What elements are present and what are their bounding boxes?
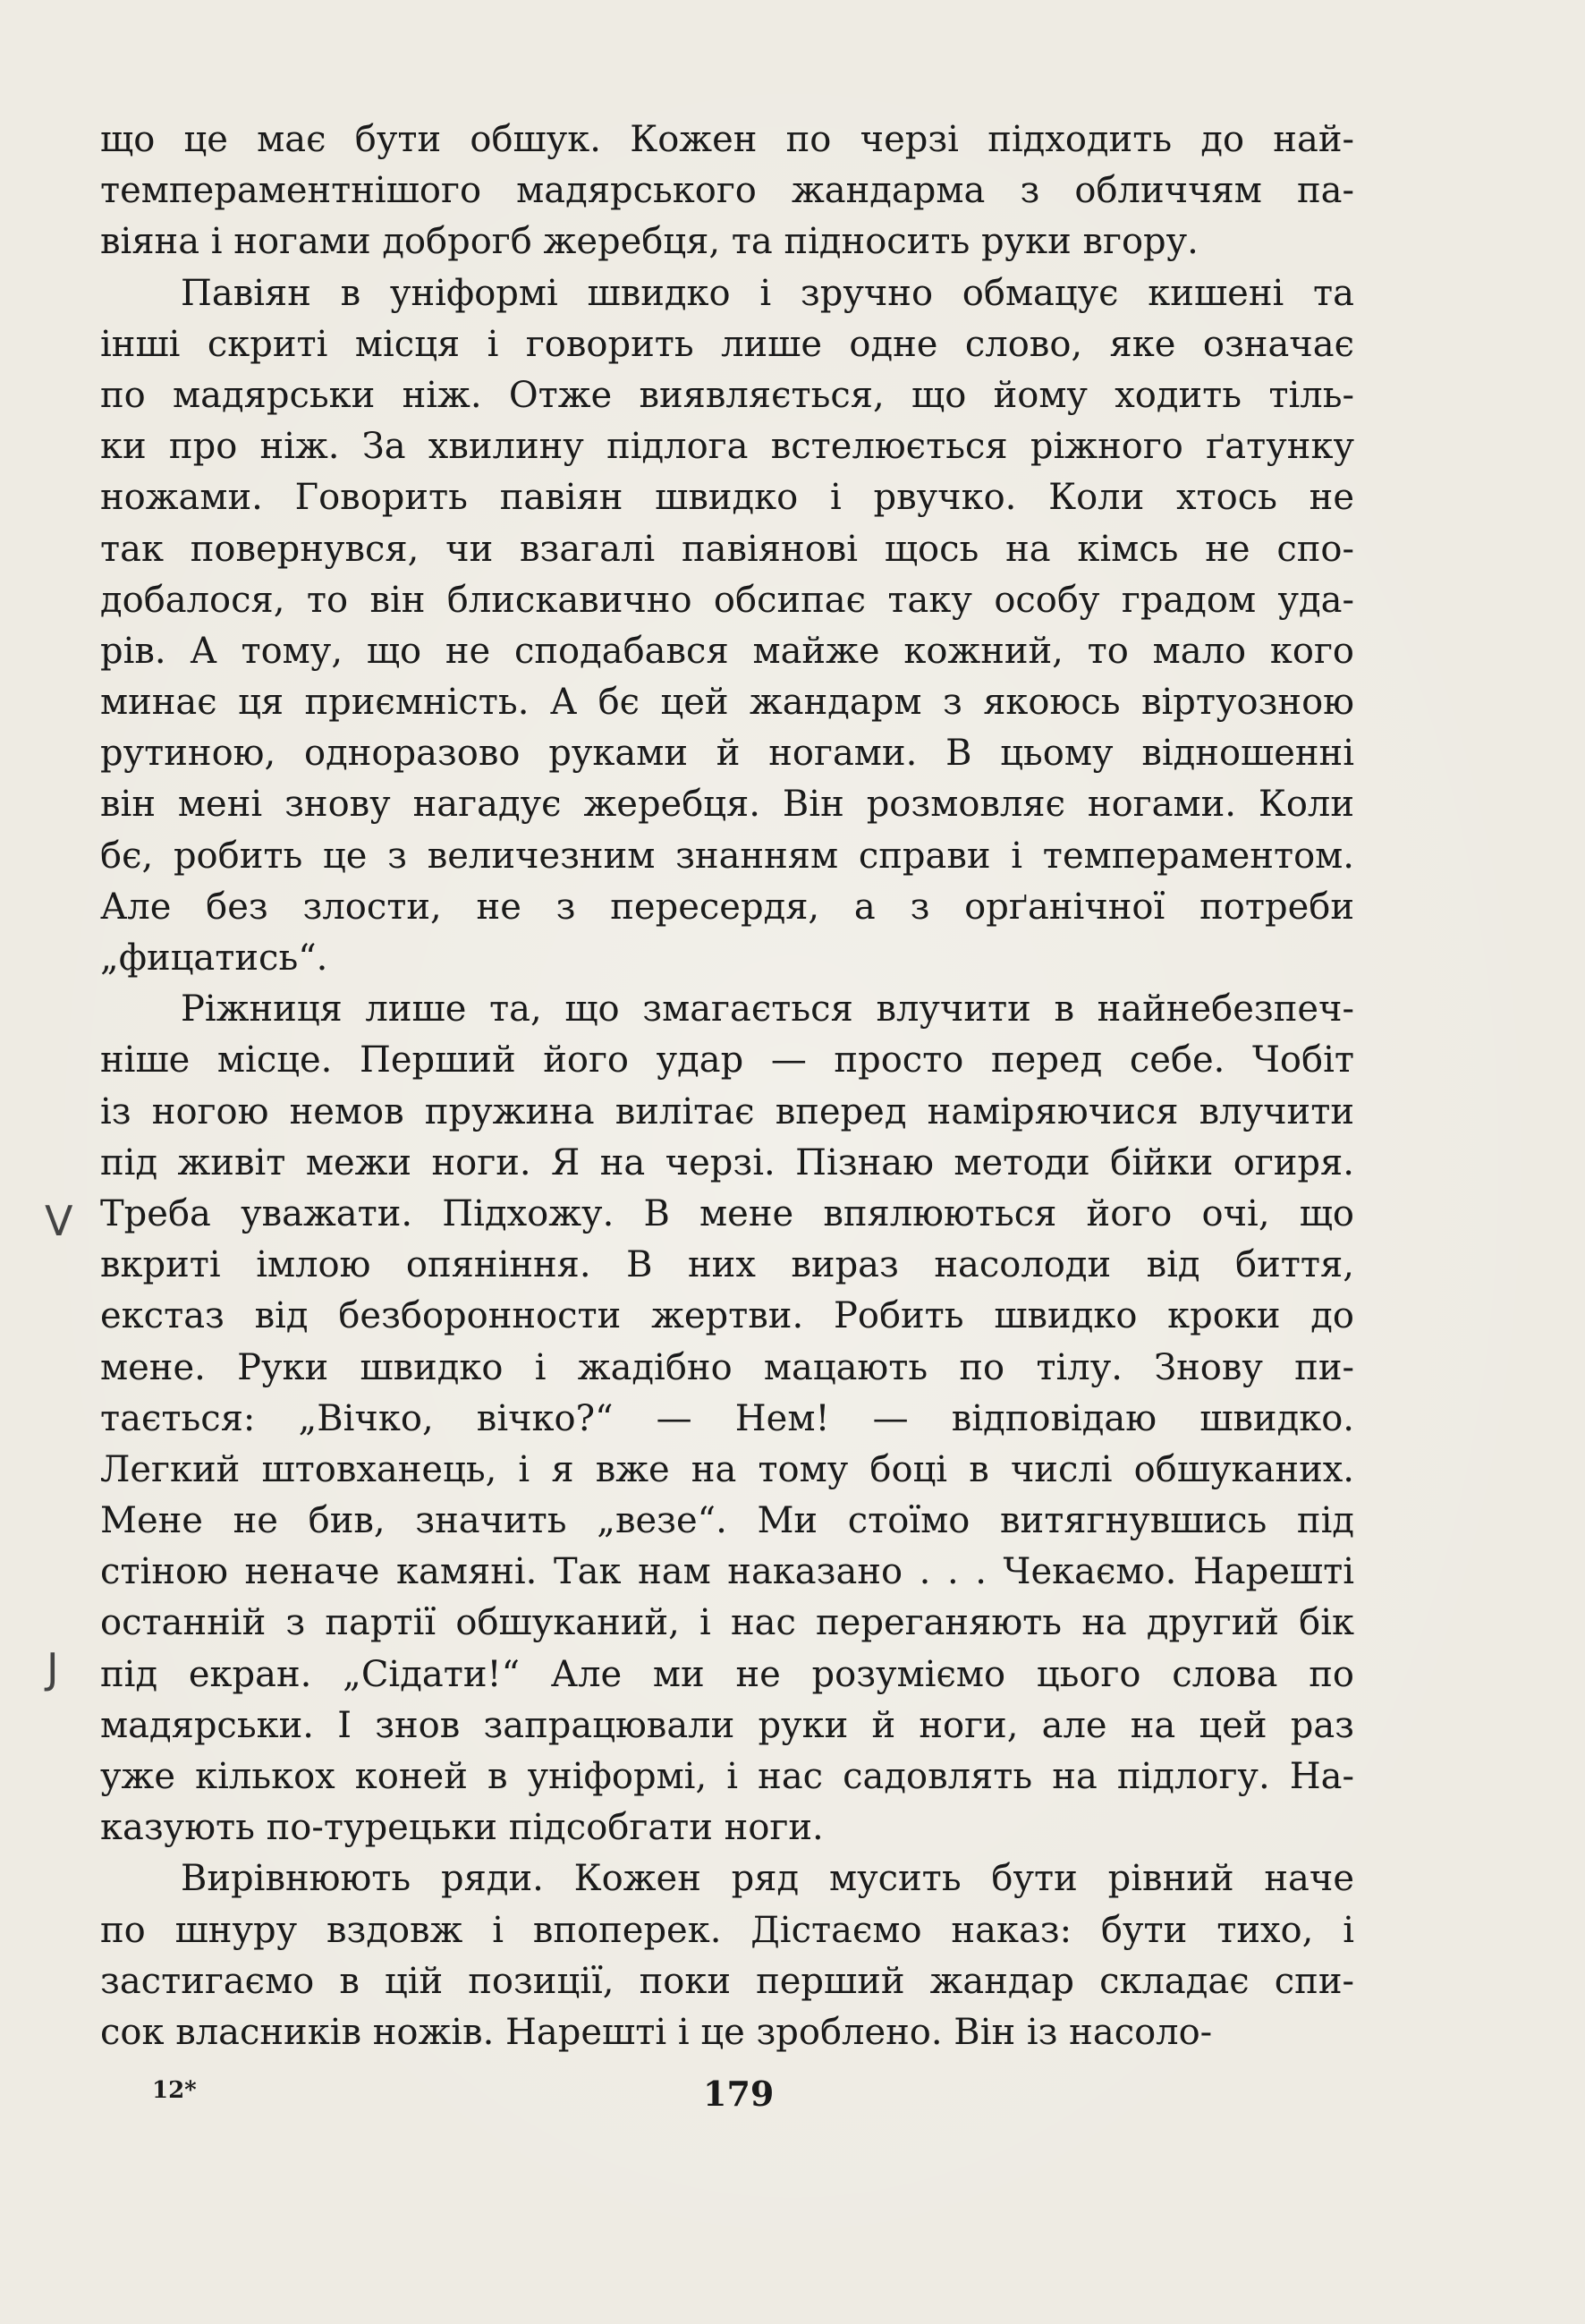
paragraph (100, 115, 1354, 268)
text-line: Мене не бив, значить „везе“. Ми стоїмо витягнувшись під (100, 1500, 1354, 1542)
text-line: уже кількох коней в уніформі, і нас садовлять на підлогу. На- (100, 1756, 1354, 1797)
text-line: стіною неначе камяні. Так нам наказано . . . Чекаємо. Нарешті (100, 1551, 1354, 1593)
text-line: сок власників ножів. Нарешті і це зроблено. Він із насоло- (100, 2011, 1213, 2053)
text-line: він мені знову нагадує жеребця. Він розмовляє ногами. Коли (100, 784, 1354, 826)
printer-signature-mark: 12* (152, 2077, 197, 2104)
text-line: ножами. Говорить павіян швидко і рвучко. Коли хтось не (100, 477, 1354, 519)
text-line: добалося, то він блискавично обсипає таку особу градом уда- (100, 579, 1354, 621)
text-line: останній з партії обшуканий, і нас переганяють на другий бік (100, 1602, 1354, 1644)
text-line: по шнуру вздовж і впоперек. Дістаємо наказ: бути тихо, і (100, 1909, 1354, 1951)
text-line: під екран. „Сідати!“ Але ми не розуміємо цього слова по (100, 1653, 1354, 1695)
text-line: мадярськи. І знов запрацювали руки й ноги, але на цей раз (100, 1704, 1354, 1746)
text-line: віяна і ногами доброгб жеребця, та підносить руки вгору. (100, 221, 1199, 263)
text-line: ки про ніж. За хвилину підлога встелюється ріжного ґатунку (100, 426, 1354, 468)
text-line: Легкий штовханець, і я вже на тому боці в числі обшуканих. (100, 1448, 1354, 1490)
paragraph (100, 1853, 1354, 2058)
text-line: так повернувся, чи взагалі павіянові щось на кімсь не спо- (100, 528, 1354, 570)
paragraph (100, 984, 1354, 1853)
text-line: Вирівнюють ряди. Кожен ряд мусить бути рівний наче (181, 1858, 1354, 1900)
page-number: 179 (703, 2074, 775, 2114)
text-line: Але без злости, не з пересердя, а з орґанічної потреби (100, 886, 1354, 928)
paragraph (100, 268, 1354, 985)
margin-checkmark-1: V (45, 1197, 73, 1245)
text-line: інші скриті місця і говорить лише одне слово, яке означає (100, 323, 1354, 365)
text-line: екстаз від безборонности жертви. Робить швидко кроки до (100, 1295, 1354, 1337)
text-line: Павіян в уніформі швидко і зручно обмацує кишені та (181, 272, 1354, 314)
text-line: під живіт межи ноги. Я на черзі. Пізнаю методи бійки огиря. (100, 1141, 1354, 1183)
text-line: Ріжниця лише та, що змагається влучити в найнебезпеч- (181, 988, 1354, 1031)
text-line: „фицатись“. (100, 937, 328, 979)
text-line: бє, робить це з величезним знанням справи і темпераментом. (100, 835, 1354, 877)
text-line: застигаємо в цій позиції, поки перший жандар складає спи- (100, 1960, 1354, 2002)
text-line: рутиною, одноразово руками й ногами. В цьому відношенні (100, 733, 1354, 775)
text-line: мене. Руки швидко і жадібно мацають по тілу. Знову пи- (100, 1346, 1354, 1388)
text-line: минає ця приємність. А бє цей жандарм з якоюсь віртуозною (100, 682, 1354, 724)
text-line: із ногою немов пружина вилітає вперед наміряючися влучити (100, 1090, 1354, 1132)
text-line: тається: „Вічко, вічко?“ — Нем! — відповідаю швидко. (100, 1397, 1354, 1439)
text-line: казують по-турецьки підсобгати ноги. (100, 1807, 824, 1849)
text-line: рів. А тому, що не сподабався майже кожний, то мало кого (100, 630, 1354, 672)
margin-checkmark-2: J (47, 1644, 59, 1692)
text-line: ніше місце. Перший його удар — просто перед себе. Чобіт (100, 1039, 1354, 1081)
text-line: Треба уважати. Підхожу. В мене впялюються його очі, що (100, 1192, 1354, 1234)
text-line: темпераментнішого мадярського жандарма з обличчям па- (100, 170, 1354, 212)
text-line: що це має бути обшук. Кожен по черзі підходить до най- (100, 119, 1354, 160)
text-line: по мадярськи ніж. Отже виявляється, що йому ходить тіль- (100, 374, 1354, 416)
body-text (100, 115, 1354, 2058)
text-line: вкриті імлою опяніння. В них вираз насолоди від биття, (100, 1244, 1354, 1286)
